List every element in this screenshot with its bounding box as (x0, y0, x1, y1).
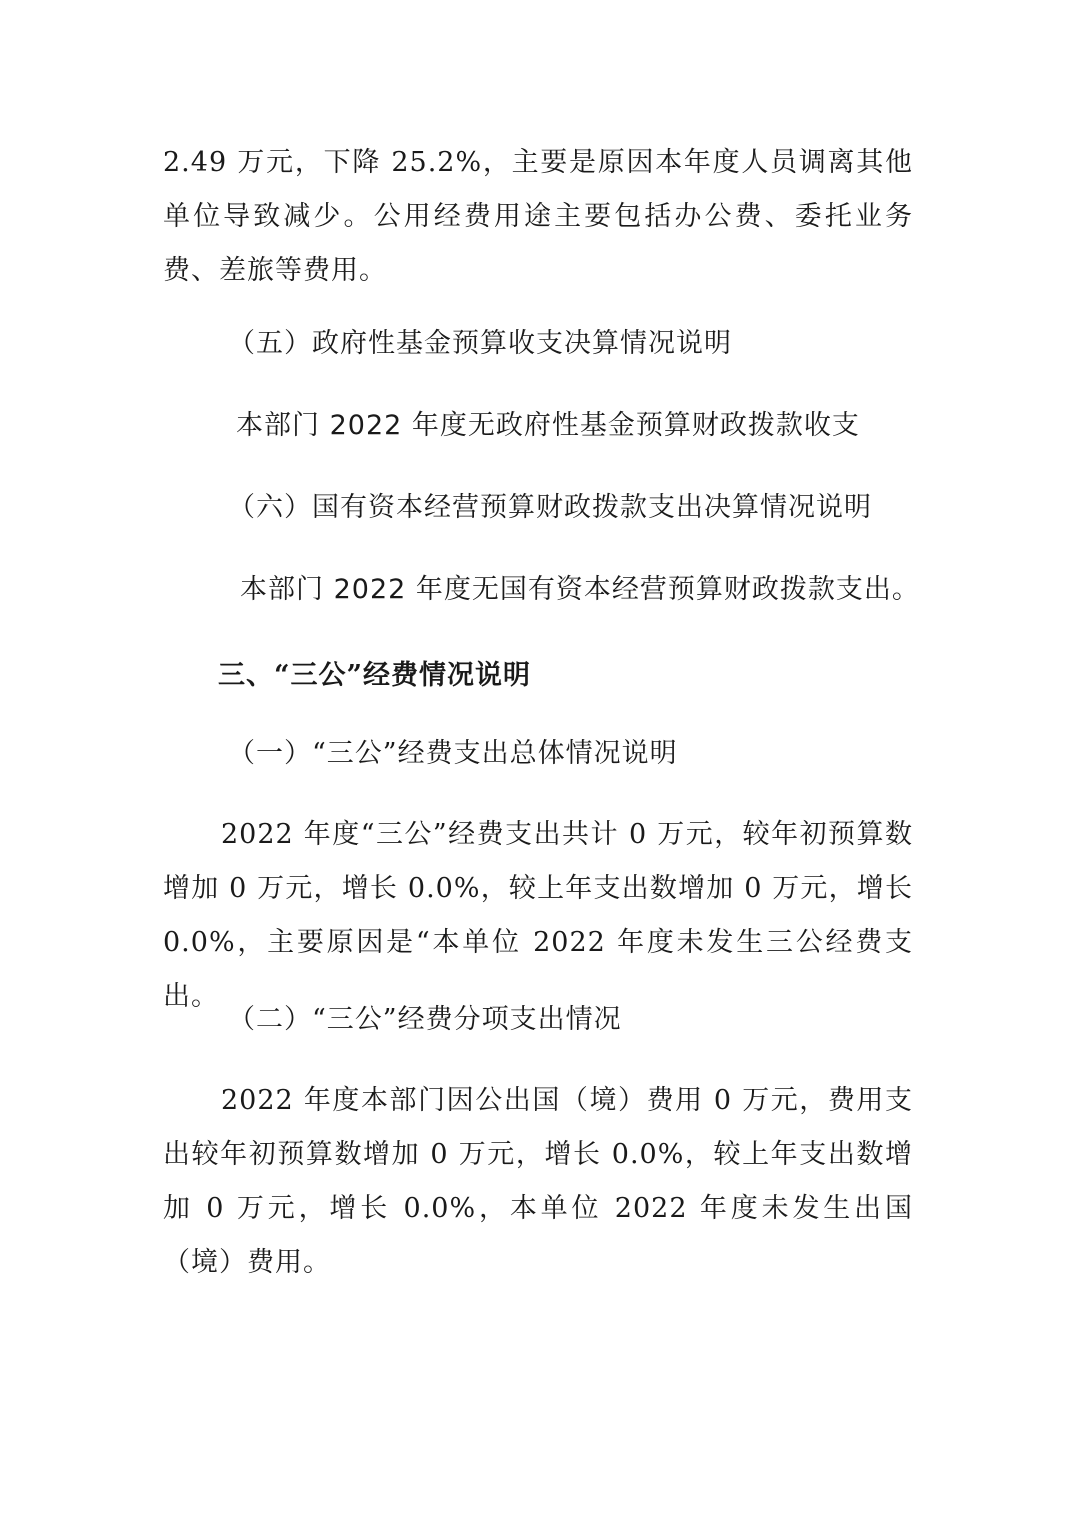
paragraph-government-fund-none: 本部门 2022 年度无政府性基金预算财政拨款收支 (236, 410, 860, 441)
paragraph-basic-expense-decline: 2.49 万元，下降 25.2%，主要是原因本年度人员调离其他单位导致减少。公用经费用途主要包括办公费、委托业务费、差旅等费用。 (163, 147, 913, 286)
heading-government-fund-budget: （五）政府性基金预算收支决算情况说明 (228, 328, 732, 359)
paragraph-state-capital-none: 本部门 2022 年度无国有资本经营预算财政拨款支出。 (240, 574, 920, 605)
paragraph-three-public-overall: 2022 年度“三公”经费支出共计 0 万元，较年初预算数增加 0 万元，增长 0.0%，较上年支出数增加 0 万元，增长 0.0%，主要原因是“本单位 2022 年度未发生三公经费支出。 (163, 819, 913, 1012)
heading-three-public-overall: （一）“三公”经费支出总体情况说明 (228, 738, 678, 769)
section-title-three-public-expenses: 三、“三公”经费情况说明 (218, 660, 532, 691)
heading-three-public-itemized: （二）“三公”经费分项支出情况 (228, 1004, 622, 1035)
heading-state-capital-budget: （六）国有资本经营预算财政拨款支出决算情况说明 (228, 492, 872, 523)
paragraph-overseas-travel-expense: 2022 年度本部门因公出国（境）费用 0 万元，费用支出较年初预算数增加 0 万元，增长 0.0%，较上年支出数增加 0 万元，增长 0.0%，本单位 2022 年度未发生出国（境）费用。 (163, 1085, 913, 1278)
